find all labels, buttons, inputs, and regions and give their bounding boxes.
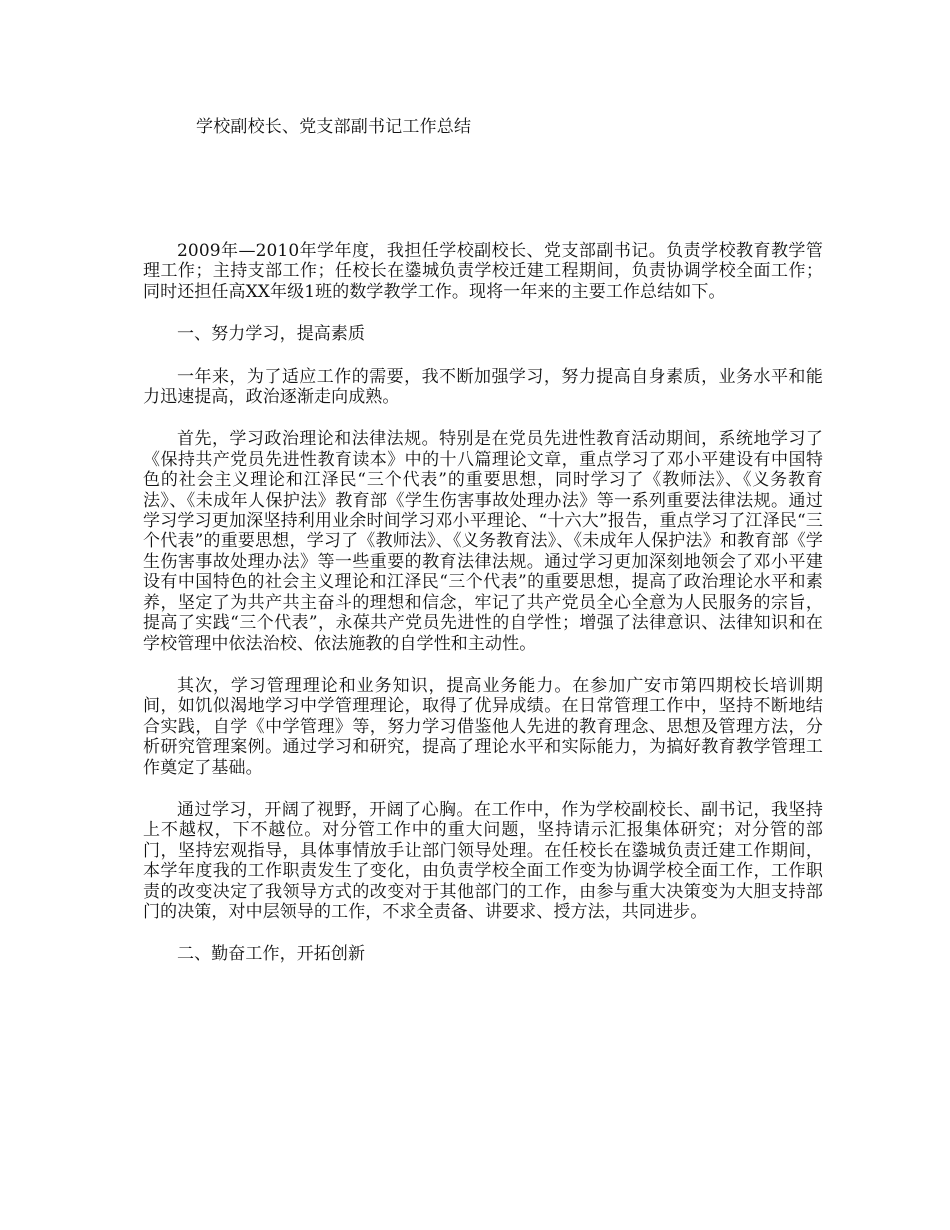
document-title: 学校副校长、党支部副书记工作总结 (196, 117, 472, 137)
intro-paragraph: 2009年—2010年学年度，我担任学校副校长、党支部副书记。负责学校教育教学管理工作；主持支部工作；任校长在鍌城负责学校迁建工程期间，负责协调学校全面工作；同时还担任高XX年级1班的数学教学工作。现将一年来的主要工作总结如下。 (143, 241, 823, 302)
section-1-paragraph-4: 通过学习，开阔了视野，开阔了心胸。在工作中，作为学校副校长、副书记，我坚持上不越权，下不越位。对分管工作中的重大问题，坚持请示汇报集体研究；对分管的部门，坚持宏观指导，具体事情放手让部门领导处理。在任校长在鍌城负责迁建工作期间，本学年度我的工作职责发生了变化，由负责学校全面工作变为协调学校全面工作，工作职责的改变决定了我领导方式的改变对于其他部门的工作，由参与重大决策变为大胆支持部门的决策，对中层领导的工作，不求全责备、讲要求、授方法，共同进步。 (143, 799, 823, 922)
section-1-paragraph-2: 首先，学习政治理论和法律法规。特别是在党员先进性教育活动期间，系统地学习了《保持共产党员先进性教育读本》中的十八篇理论文章，重点学习了邓小平建设有中国特色的社会主义理论和江泽民“三个代表”的重要思想，同时学习了《教师法》、《义务教育法》、《未成年人保护法》教育部《学生伤害事故处理办法》等一系列重要法律法规。通过学习学习更加深坚持利用业余时间学习邓小平理论、“十六大”报告，重点学习了江泽民“三个代表”的重要思想，学习了《教师法》、《义务教育法》、《未成年人保护法》和教育部《学生伤害事故处理办法》等一些重要的教育法律法规。通过学习更加深刻地领会了邓小平建设有中国特色的社会主义理论和江泽民“三个代表”的重要思想，提高了政治理论水平和素养，坚定了为共产共主奋斗的理想和信念，牢记了共产党员全心全意为人民服务的宗旨，提高了实践“三个代表”，永葆共产党员先进性的自学性；增强了法律意识、法律知识和在学校管理中依法治校、依法施教的自学性和主动性。 (143, 429, 823, 654)
section-1-paragraph-3: 其次，学习管理理论和业务知识，提高业务能力。在参加广安市第四期校长培训期间，如饥似渴地学习中学管理理论，取得了优异成绩。在日常管理工作中，坚持不断地结合实践，自学《中学管理》等，努力学习借鉴他人先进的教育理念、思想及管理方法，分析研究管理案例。通过学习和研究，提高了理论水平和实际能力，为搞好教育教学管理工作奠定了基础。 (143, 675, 823, 778)
document-body (143, 241, 823, 987)
section-heading-1: 一、努力学习，提高素质 (177, 324, 366, 345)
section-1-paragraph-1: 一年来，为了适应工作的需要，我不断加强学习，努力提高自身素质，业务水平和能力迅速提高，政治逐渐走向成熟。 (143, 366, 823, 408)
section-heading-2: 二、勤奋工作，开拓创新 (177, 944, 366, 965)
